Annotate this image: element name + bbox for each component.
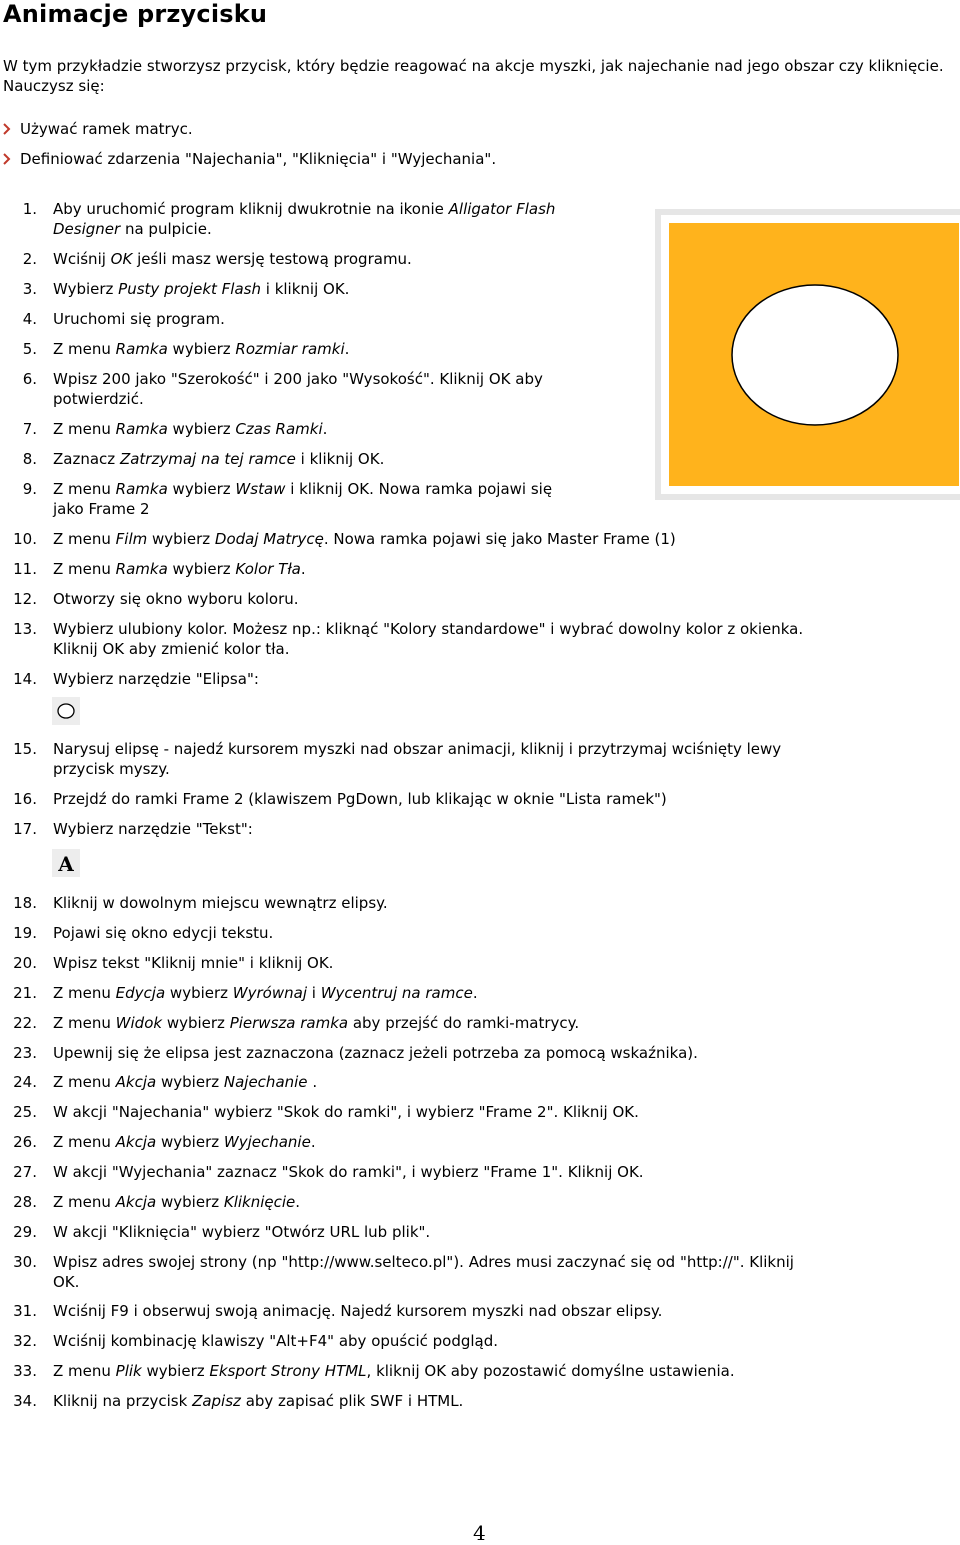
step-content [53,953,333,973]
emphasis-text: Akcja [115,1133,157,1151]
step-content [53,249,412,269]
step-text: wybierz [167,560,236,578]
step-number: 14. [13,670,37,688]
step-number: 29. [13,1223,37,1241]
step-text: W akcji "Wyjechania" zaznacz "Skok do ramki", i wybierz "Frame 1". Kliknij OK. [53,1163,644,1181]
step-content [53,669,259,689]
text-tool-icon [52,849,80,877]
step-number: 9. [22,480,37,498]
step-content [53,449,384,469]
emphasis-text: Edycja [115,984,166,1002]
emphasis-text: Wyrównaj [232,984,307,1002]
emphasis-text: Plik [115,1362,142,1380]
page-title: Animacje przycisku [3,0,268,28]
step-text: wybierz [167,480,236,498]
step-content [53,1162,644,1182]
step-number: 18. [13,894,37,912]
step-number: 12. [13,590,37,608]
step-text: aby zapisać plik SWF i HTML. [240,1392,464,1410]
step-content [53,309,225,329]
emphasis-text: Alligator Flash [448,200,556,218]
step-content [53,739,781,779]
step-number: 2. [22,250,37,268]
step-number: 25. [13,1103,37,1121]
emphasis-text: Wyjechanie [223,1133,311,1151]
step-content [53,983,478,1003]
step-content [53,1192,300,1212]
step-text: jeśli masz wersję testową programu. [132,250,412,268]
step-content [53,923,273,943]
step-text: Otworzy się okno wyboru koloru. [53,590,299,608]
step-text: Z menu [53,340,116,358]
step-text: wybierz [156,1193,224,1211]
step-content [53,1301,662,1321]
step-text: Wybierz narzędzie "Elipsa": [53,670,259,688]
step-number: 26. [13,1133,37,1151]
step-text: Przejdź do ramki Frame 2 (klawiszem PgDown, lub klikając w oknie "Lista ramek") [53,790,667,808]
bullet-arrow-icon [2,153,12,165]
step-text: Z menu [53,1014,116,1032]
step-number: 32. [13,1332,37,1350]
step-text: . Nowa ramka pojawi się jako Master Frame (1) [323,530,676,548]
step-text: Wybierz ulubiony kolor. Możesz np.: kliknąć "Kolory standardowe" i wybrać dowolny kolor z okienka. [53,620,804,638]
step-text: i kliknij OK. [260,280,350,298]
step-number: 1. [22,200,37,218]
emphasis-text: Kolor Tła [235,560,301,578]
emphasis-text: Dodaj Matrycę [214,530,324,548]
step-text: Pojawi się okno edycji tekstu. [53,924,274,942]
emphasis-text: OK [110,250,133,268]
step-text: , kliknij OK aby pozostawić domyślne ustawienia. [366,1362,735,1380]
step-content [53,1361,735,1381]
step-number: 31. [13,1302,37,1320]
step-text: Narysuj elipsę - najedź kursorem myszki nad obszar animacji, kliknij i przytrzymaj wciśnięty lewy [53,740,782,758]
emphasis-text: Eksport Strony HTML [209,1362,367,1380]
step-text: . [310,1133,316,1151]
step-text: . [472,984,478,1002]
emphasis-text: Zapisz [192,1392,241,1410]
step-number: 13. [13,620,37,638]
step-text: i [306,984,321,1002]
step-text: OK. [53,1273,80,1291]
step-text: W akcji "Kliknięcia" wybierz "Otwórz URL lub plik". [53,1223,431,1241]
step-number: 4. [22,310,37,328]
step-text: . [307,1073,318,1091]
step-content [53,619,803,659]
emphasis-text: Akcja [115,1193,157,1211]
step-text: Wybierz [53,280,119,298]
step-number: 34. [13,1392,37,1410]
emphasis-text: Kliknięcie [223,1193,296,1211]
step-number: 28. [13,1193,37,1211]
step-number: 23. [13,1044,37,1062]
step-content [53,419,327,439]
step-content [53,1072,317,1092]
step-text: Z menu [53,420,116,438]
step-text: na pulpicie. [120,220,212,238]
step-text: wybierz [162,1014,230,1032]
step-number: 21. [13,984,37,1002]
list-item-label: Definiować zdarzenia "Najechania", "Kliknięcia" i "Wyjechania". [20,150,497,168]
step-text: Wpisz tekst "Kliknij mnie" i kliknij OK. [53,954,334,972]
step-content [53,199,555,239]
step-text: Z menu [53,984,116,1002]
step-content [53,339,349,359]
step-text: Z menu [53,1362,116,1380]
step-text: wybierz [165,984,233,1002]
step-text: Wybierz narzędzie "Tekst": [53,820,253,838]
step-text: wybierz [167,420,236,438]
step-content [53,559,306,579]
step-text: aby przejść do ramki-matrycy. [348,1014,580,1032]
step-number: 5. [22,340,37,358]
bullet-arrow-icon [2,123,12,135]
step-text: Upewnij się że elipsa jest zaznaczona (zaznacz jeżeli potrzeba za pomocą wskaźnika). [53,1044,698,1062]
step-text: Uruchomi się program. [53,310,225,328]
step-number: 8. [22,450,37,468]
step-text: Z menu [53,1193,116,1211]
step-text: Z menu [53,480,116,498]
list-item-label: Używać ramek matryc. [20,120,193,138]
step-content [53,479,552,519]
step-text: wybierz [167,340,236,358]
step-text: Wciśnij [53,250,111,268]
step-text: Wpisz 200 jako "Szerokość" i 200 jako "Wysokość". Kliknij OK aby [53,370,543,388]
step-text: Kliknij na przycisk [53,1392,193,1410]
step-content [53,789,667,809]
ellipse-shape [732,285,898,425]
intro-paragraph: W tym przykładzie stworzysz przycisk, który będzie reagować na akcje myszki, jak najechanie nad jego obszar czy kliknięcie. Nauczysz się: [3,57,944,95]
step-number: 10. [13,530,37,548]
step-content [53,1013,579,1033]
step-content [53,1132,316,1152]
step-text: wybierz [156,1073,224,1091]
emphasis-text: Wstaw [235,480,286,498]
emphasis-text: Wycentruj na ramce [320,984,473,1002]
step-number: 7. [22,420,37,438]
step-text: Z menu [53,1133,116,1151]
step-text: jako Frame 2 [53,500,150,518]
step-content [53,819,253,839]
emphasis-text: Ramka [115,340,168,358]
step-number: 3. [22,280,37,298]
step-text: Zaznacz [53,450,120,468]
step-number: 6. [22,370,37,388]
step-text: Aby uruchomić program kliknij dwukrotnie na ikonie [53,200,449,218]
step-number: 22. [13,1014,37,1032]
step-text: potwierdzić. [53,390,144,408]
ellipse-tool-icon [52,697,80,725]
emphasis-text: Pierwsza ramka [229,1014,349,1032]
step-number: 15. [13,740,37,758]
step-text: W akcji "Najechania" wybierz "Skok do ramki", i wybierz "Frame 2". Kliknij OK. [53,1103,639,1121]
step-number: 24. [13,1073,37,1091]
frame-preview-image [655,209,960,500]
step-content [53,369,543,409]
step-number: 17. [13,820,37,838]
emphasis-text: Ramka [115,560,168,578]
step-number: 20. [13,954,37,972]
step-content [53,1252,794,1292]
emphasis-text: Akcja [115,1073,157,1091]
step-text: Z menu [53,1073,116,1091]
step-text: Kliknij w dowolnym miejscu wewnątrz elipsy. [53,894,388,912]
list-item [0,149,496,179]
step-content [53,1391,463,1411]
step-number: 16. [13,790,37,808]
step-content [53,1222,430,1242]
step-content [53,279,349,299]
emphasis-text: Ramka [115,420,168,438]
step-text: Wciśnij kombinację klawiszy "Alt+F4" aby opuścić podgląd. [53,1332,499,1350]
step-number: 30. [13,1253,37,1271]
emphasis-text: Najechanie [223,1073,308,1091]
step-text: . [322,420,328,438]
page-number: 4 [473,1521,486,1545]
step-text: przycisk myszy. [53,760,170,778]
step-text: wybierz [147,530,215,548]
emphasis-text: Pusty projekt Flash [118,280,261,298]
step-text: . [295,1193,301,1211]
emphasis-text: Czas Ramki [235,420,323,438]
learning-goals-list [0,119,496,179]
step-content [53,1043,698,1063]
emphasis-text: Rozmiar ramki [235,340,345,358]
step-content [53,529,676,549]
step-text: wybierz [141,1362,210,1380]
emphasis-text: Film [115,530,148,548]
step-text: . [344,340,350,358]
step-content [53,1331,498,1351]
step-number: 19. [13,924,37,942]
svg-text:A: A [58,852,74,876]
step-text: Kliknij OK aby zmienić kolor tła. [53,640,290,658]
step-number: 27. [13,1163,37,1181]
list-item [0,119,496,149]
step-text: wybierz [156,1133,224,1151]
step-text: Wpisz adres swojej strony (np "http://www.selteco.pl"). Adres musi zaczynać się od "http://". Kliknij [53,1253,794,1271]
emphasis-text: Ramka [115,480,168,498]
step-number: 33. [13,1362,37,1380]
step-content [53,1102,639,1122]
step-text: i kliknij OK. Nowa ramka pojawi się [285,480,553,498]
step-content [53,893,388,913]
emphasis-text: Widok [115,1014,163,1032]
emphasis-text: Zatrzymaj na tej ramce [119,450,296,468]
step-number: 11. [13,560,37,578]
step-text: i kliknij OK. [295,450,385,468]
emphasis-text: Designer [53,220,121,238]
step-content [53,589,299,609]
step-text: . [300,560,306,578]
step-text: Z menu [53,530,116,548]
step-text: Wciśnij F9 i obserwuj swoją animację. Najedź kursorem myszki nad obszar elipsy. [53,1302,663,1320]
step-text: Z menu [53,560,116,578]
